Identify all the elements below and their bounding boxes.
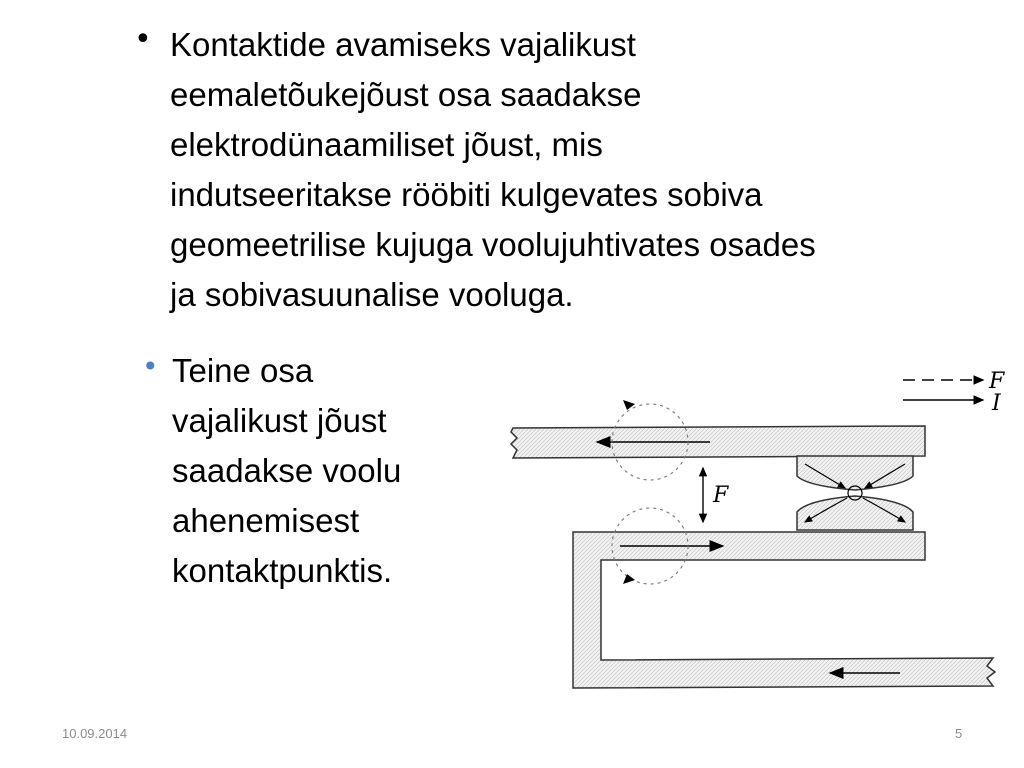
contact-diagram [505, 360, 1017, 700]
text-line: kontaktpunktis. [172, 552, 393, 589]
field-arrow [623, 574, 635, 584]
bullet-marker: • [134, 22, 152, 57]
lower-conductor [573, 532, 995, 688]
force-label: F [713, 483, 729, 508]
bullet-text-first [170, 20, 1010, 320]
legend-force-label: F [989, 369, 1005, 394]
footer-date: 10.09.2014 [62, 726, 128, 741]
text-line: vajalikust jõust [172, 402, 387, 439]
text-line: Kontaktide avamiseks vajalikust [170, 26, 636, 63]
bullet-marker: • [142, 350, 159, 383]
legend-current-label: I [992, 391, 1001, 416]
text-line: indutseeritakse rööbiti kulgevates sobiva [170, 176, 763, 213]
text-line: ahenemisest [172, 502, 360, 539]
text-line: ja sobivasuunalise vooluga. [170, 276, 574, 313]
bullet-text-second [172, 346, 472, 596]
text-line: eemaletõukejõust osa saadakse [170, 76, 642, 113]
text-line: saadakse voolu [172, 452, 402, 489]
text-line: Teine osa [172, 352, 314, 389]
upper-conductor [511, 426, 925, 458]
lower-contact [797, 496, 913, 530]
text-line: geomeetrilise kujuga voolujuhtivates osades [170, 226, 816, 263]
text-line: elektrodünaamiliset jõust, mis [170, 126, 603, 163]
upper-contact [797, 456, 913, 490]
slide-number: 5 [955, 726, 963, 741]
